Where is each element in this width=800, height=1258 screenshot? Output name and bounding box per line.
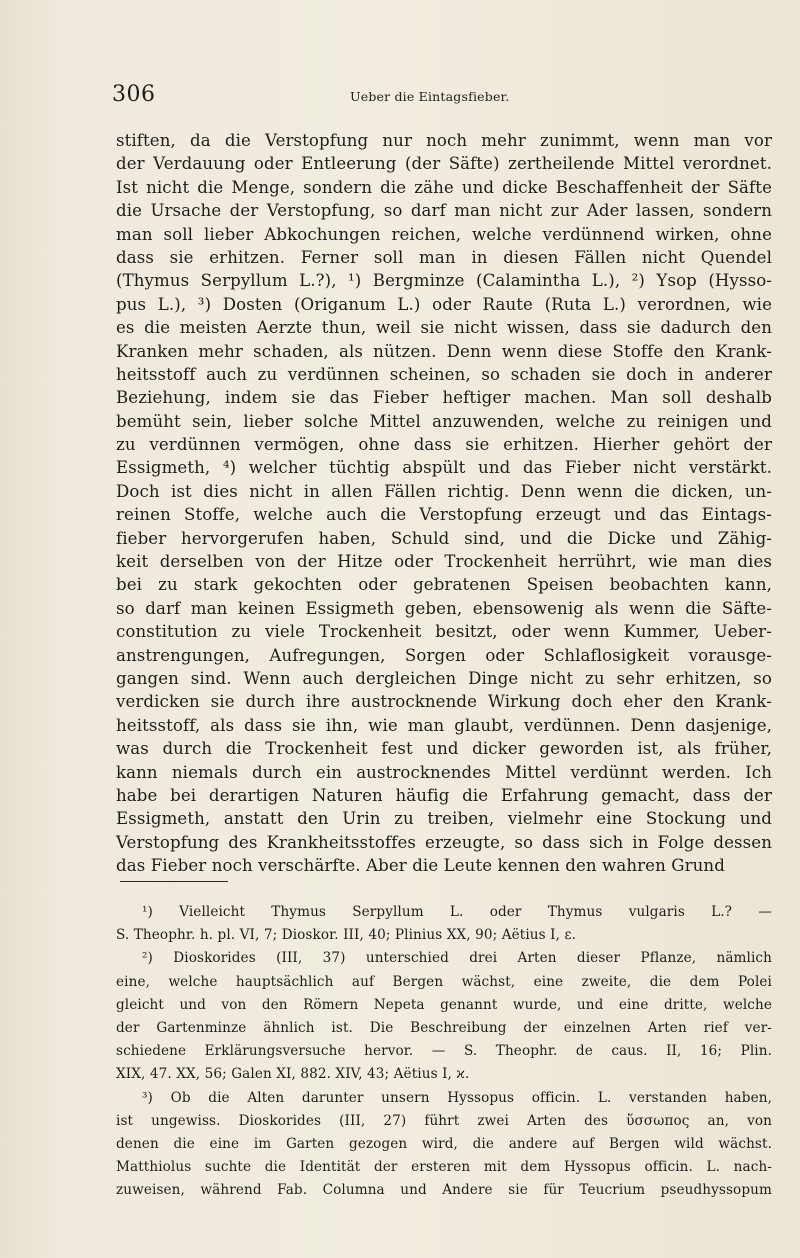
footnote-line: Matthiolus suchte die Identität der ersteren mit dem Hyssopus officin. L. nach- (116, 1159, 772, 1176)
body-line: constitution zu viele Trockenheit besitzt, oder wenn Kummer, Ueber- (116, 622, 772, 642)
body-line: die Ursache der Verstopfung, so darf man nicht zur Ader lassen, sondern (116, 201, 772, 221)
body-text (116, 129, 772, 878)
body-line: Essigmeth, ⁴) welcher tüchtig abspült und das Fieber nicht verstärkt. (116, 458, 772, 478)
footnote-line: denen die eine im Garten gezogen wird, die andere auf Bergen wild wächst. (116, 1135, 772, 1152)
footnote-line: eine, welche hauptsächlich auf Bergen wächst, eine zweite, die dem Polei (116, 973, 772, 990)
body-line: bemüht sein, lieber solche Mittel anzuwenden, welche zu reinigen und (116, 411, 772, 431)
body-line: so darf man keinen Essigmeth geben, ebensowenig als wenn die Säfte- (116, 598, 772, 618)
body-line: Essigmeth, anstatt den Urin zu treiben, vielmehr eine Stockung und (116, 809, 772, 829)
body-line: Ist nicht die Menge, sondern die zähe und dicke Beschaffenheit der Säfte (116, 177, 772, 197)
page-header (112, 82, 772, 112)
footnote-line: schiedene Erklärungsversuche hervor. — S. Theophr. de caus. II, 16; Plin. (116, 1043, 772, 1060)
body-line: fieber hervorgerufen haben, Schuld sind, und die Dicke und Zähig- (116, 528, 772, 548)
body-line: heitsstoff auch zu verdünnen scheinen, so schaden sie doch in anderer (116, 364, 772, 384)
body-line: habe bei derartigen Naturen häufig die Erfahrung gemacht, dass der (116, 785, 772, 805)
body-line: Doch ist dies nicht in allen Fällen richtig. Denn wenn die dicken, un- (116, 481, 772, 501)
body-line: Beziehung, indem sie das Fieber heftiger machen. Man soll deshalb (116, 388, 772, 408)
footnote-line: S. Theophr. h. pl. VI, 7; Dioskor. III, 40; Plinius XX, 90; Aëtius I, ε. (116, 927, 577, 944)
footnotes (116, 901, 772, 1202)
footnote-line: gleicht und von den Römern Nepeta genannt wurde, und eine dritte, welche (116, 996, 772, 1013)
body-line: (Thymus Serpyllum L.?), ¹) Bergminze (Calamintha L.), ²) Ysop (Hysso- (116, 271, 772, 291)
body-line: gangen sind. Wenn auch dergleichen Dinge nicht zu sehr erhitzen, so (116, 668, 772, 688)
running-title: Ueber die Eintagsfieber. (350, 89, 510, 104)
body-line: es die meisten Aerzte thun, weil sie nicht wissen, dass sie dadurch den (116, 318, 772, 338)
body-line: Kranken mehr schaden, als nützen. Denn wenn diese Stoffe den Krank- (116, 341, 772, 361)
body-line: zu verdünnen vermögen, ohne dass sie erhitzen. Hierher gehört der (116, 435, 772, 455)
body-line: dass sie erhitzen. Ferner soll man in diesen Fällen nicht Quendel (116, 247, 772, 267)
page-number: 306 (112, 82, 156, 107)
body-line: heitsstoff, als dass sie ihn, wie man glaubt, verdünnen. Denn dasjenige, (116, 715, 772, 735)
footnote-line: ²) Dioskorides (III, 37) unterschied drei Arten dieser Pflanze, nämlich (142, 950, 772, 967)
body-line: anstrengungen, Aufregungen, Sorgen oder Schlaflosigkeit vorausge- (116, 645, 772, 665)
body-line: stiften, da die Verstopfung nur noch mehr zunimmt, wenn man vor (116, 131, 772, 150)
footnote-separator (120, 881, 228, 882)
footnote-line: ist ungewiss. Dioskorides (III, 27) führt zwei Arten des ὕσσωπος an, von (116, 1112, 772, 1129)
body-line: pus L.), ³) Dosten (Origanum L.) oder Raute (Ruta L.) verordnen, wie (116, 294, 772, 314)
footnote-line: ³) Ob die Alten darunter unsern Hyssopus officin. L. verstanden haben, (142, 1089, 772, 1106)
body-line: der Verdauung oder Entleerung (der Säfte) zertheilende Mittel verordnet. (116, 154, 772, 174)
footnote-line: der Gartenminze ähnlich ist. Die Beschreibung der einzelnen Arten rief ver- (116, 1019, 772, 1036)
body-line: bei zu stark gekochten oder gebratenen Speisen beobachten kann, (116, 575, 772, 595)
body-line: Verstopfung des Krankheitsstoffes erzeugte, so dass sich in Folge dessen (116, 832, 772, 852)
body-line: kann niemals durch ein austrocknendes Mittel verdünnt werden. Ich (116, 762, 772, 782)
body-line: verdicken sie durch ihre austrocknende Wirkung doch eher den Krank- (116, 692, 772, 712)
body-line: keit derselben von der Hitze oder Trockenheit herrührt, wie man dies (116, 552, 772, 572)
body-line: was durch die Trockenheit fest und dicker geworden ist, als früher, (116, 739, 772, 759)
body-line: reinen Stoffe, welche auch die Verstopfung erzeugt und das Eintags- (116, 505, 772, 525)
body-line: das Fieber noch verschärfte. Aber die Leute kennen den wahren Grund (116, 856, 725, 876)
body-line: man soll lieber Abkochungen reichen, welche verdünnend wirken, ohne (116, 224, 772, 244)
footnote-line: XIX, 47. XX, 56; Galen XI, 882. XIV, 43; Aëtius I, ϰ. (116, 1066, 470, 1083)
footnote-line: zuweisen, während Fab. Columna und Andere sie für Teucrium pseudhyssopum (116, 1182, 772, 1199)
footnote-line: ¹) Vielleicht Thymus Serpyllum L. oder Thymus vulgaris L.? — (142, 904, 772, 920)
